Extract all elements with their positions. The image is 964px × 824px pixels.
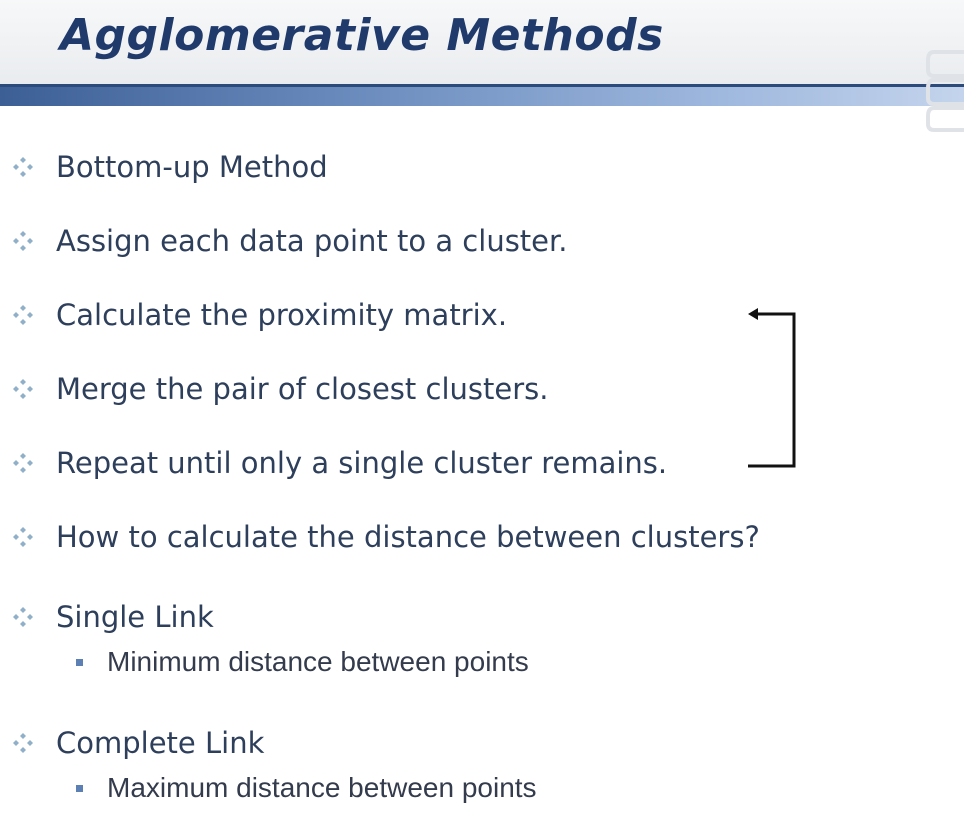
bullet-item [10, 520, 760, 554]
bullet-text: Calculate the proximity matrix. [56, 298, 508, 332]
square-bullet-icon [76, 785, 83, 792]
four-diamond-bullet-icon [10, 450, 36, 476]
stacked-pages-logo-icon [926, 40, 964, 132]
bullet-text: Complete Link [56, 726, 265, 760]
title-underline-bar [0, 84, 964, 106]
four-diamond-bullet-icon [10, 302, 36, 328]
loop-back-arrow-icon [744, 302, 804, 474]
four-diamond-bullet-icon [10, 228, 36, 254]
bullet-text: Assign each data point to a cluster. [56, 224, 568, 258]
four-diamond-bullet-icon [10, 154, 36, 180]
bullet-item [10, 224, 568, 258]
slide-title: Agglomerative Methods [60, 10, 664, 61]
bullet-text: Merge the pair of closest clusters. [56, 372, 549, 406]
bullet-item [10, 150, 328, 184]
bullet-text: Single Link [56, 600, 214, 634]
bullet-item [10, 298, 507, 332]
sub-bullet-item [76, 646, 529, 678]
sub-bullet-item [76, 772, 537, 804]
square-bullet-icon [76, 659, 83, 666]
four-diamond-bullet-icon [10, 730, 36, 756]
sub-bullet-text: Maximum distance between points [107, 772, 537, 803]
bullet-item [10, 726, 264, 760]
four-diamond-bullet-icon [10, 524, 36, 550]
four-diamond-bullet-icon [10, 604, 36, 630]
sub-bullet-text: Minimum distance between points [107, 646, 529, 677]
four-diamond-bullet-icon [10, 376, 36, 402]
bullet-item [10, 372, 548, 406]
bullet-text: How to calculate the distance between clusters? [56, 520, 760, 554]
bullet-item [10, 600, 214, 634]
bullet-text: Bottom-up Method [56, 150, 328, 184]
bullet-item [10, 446, 667, 480]
title-underline-edge [0, 84, 964, 87]
bullet-text: Repeat until only a single cluster remains. [56, 446, 668, 480]
